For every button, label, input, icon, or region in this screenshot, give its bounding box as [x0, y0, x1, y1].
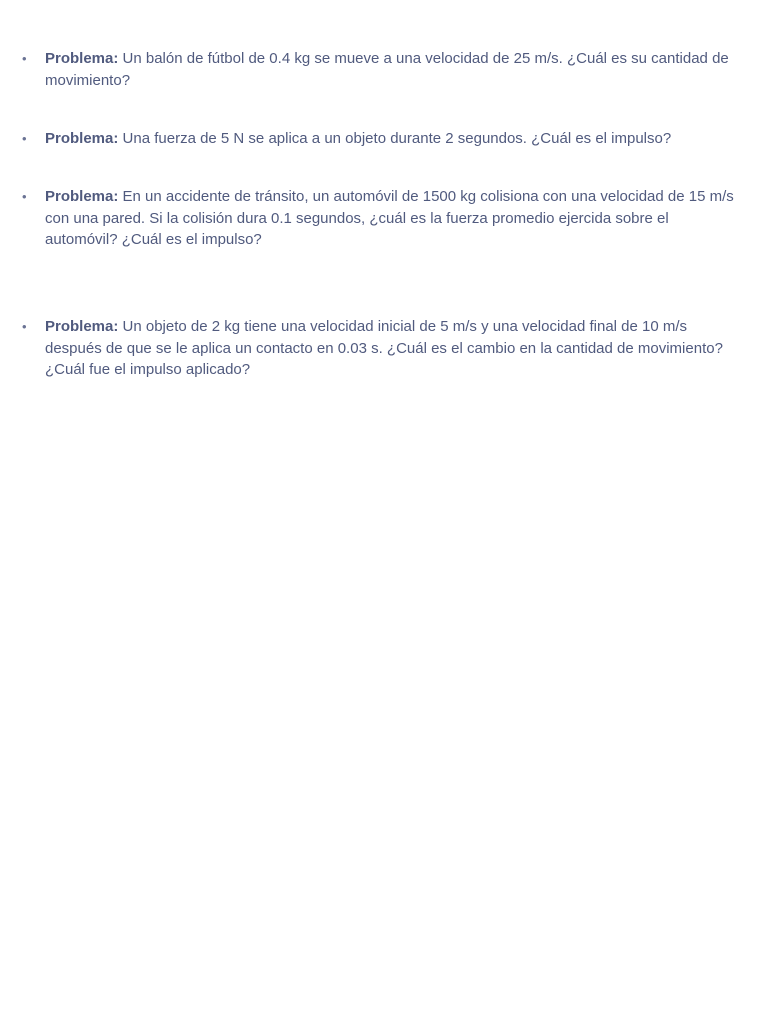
problem-item — [22, 128, 735, 150]
problem-text: Un balón de fútbol de 0.4 kg se mueve a una velocidad de 25 m/s. ¿Cuál es su cantidad de movimiento? — [45, 50, 729, 89]
problem-text: Una fuerza de 5 N se aplica a un objeto durante 2 segundos. ¿Cuál es el impulso? — [122, 130, 672, 147]
problem-text: Un objeto de 2 kg tiene una velocidad inicial de 5 m/s y una velocidad final de 10 m/s después de que se le aplica un contacto en 0.03 s. ¿Cuál es el cambio en la cantidad de movimiento? ¿Cuál fue el impulso aplicado? — [45, 318, 723, 378]
problem-label: Problema: — [45, 318, 119, 335]
bullet-icon: • — [22, 189, 27, 204]
problem-text: En un accidente de tránsito, un automóvil de 1500 kg colisiona con una velocidad de 15 m/s con una pared. Si la colisión dura 0.1 segundos, ¿cuál es la fuerza promedio ejercida sobre el automóvil? ¿Cuál es el impulso? — [45, 188, 734, 248]
problem-label: Problema: — [45, 188, 119, 205]
problem-item — [22, 48, 735, 91]
problem-item — [22, 316, 735, 381]
bullet-icon: • — [22, 51, 27, 66]
problem-label: Problema: — [45, 50, 119, 67]
bullet-icon: • — [22, 131, 27, 146]
problem-label: Problema: — [45, 130, 119, 147]
problem-item — [22, 186, 735, 251]
bullet-icon: • — [22, 319, 27, 334]
